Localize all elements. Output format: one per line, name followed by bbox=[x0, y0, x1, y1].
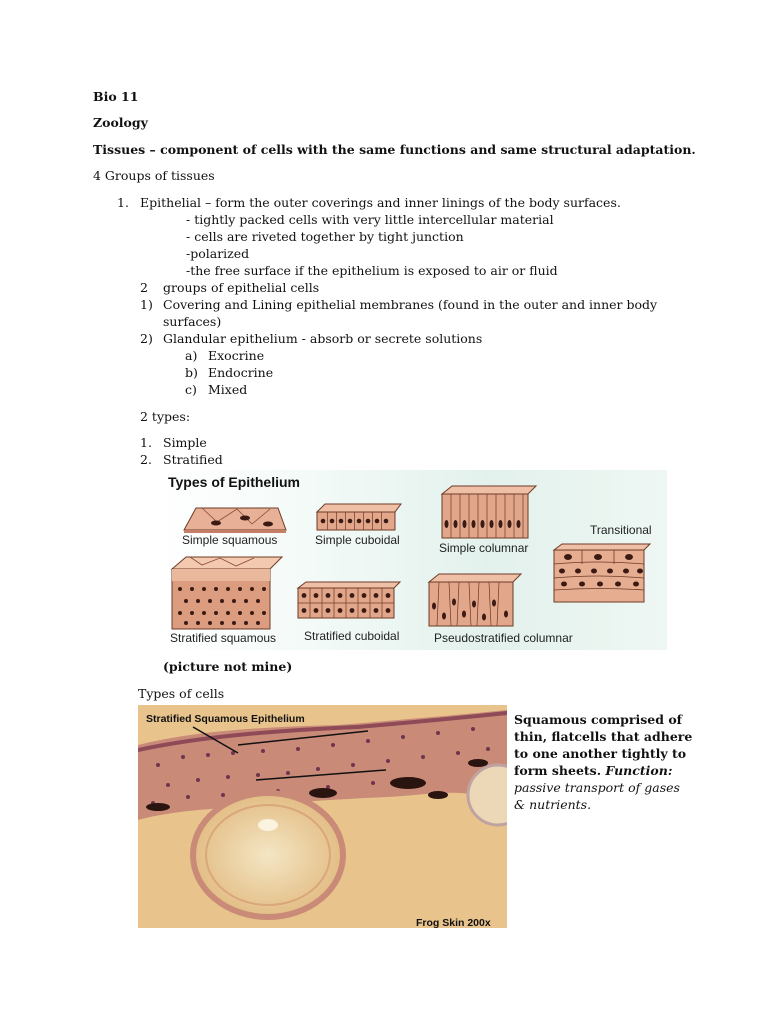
groups-heading: 4 Groups of tissues bbox=[93, 168, 215, 183]
epithelial-groups-heading: groups of epithelial cells bbox=[163, 280, 320, 295]
picture-note: (picture not mine) bbox=[163, 659, 293, 674]
feature-line: -the free surface if the epithelium is exposed to air or fluid bbox=[186, 263, 558, 278]
feature-line: - tightly packed cells with very little intercellular material bbox=[186, 212, 554, 227]
simple-squamous-illustration bbox=[182, 500, 288, 534]
list-number: 2) bbox=[140, 331, 153, 346]
squamous-line-plain: form sheets. bbox=[514, 763, 602, 778]
micrograph-illustration bbox=[138, 705, 507, 928]
squamous-line: Squamous comprised of bbox=[514, 712, 683, 727]
stratified-squamous-label: Stratified squamous bbox=[170, 631, 277, 645]
tissues-definition: Tissues – component of cells with the same functions and same structural adaptation. bbox=[93, 142, 696, 157]
simple-cuboidal-label: Simple cuboidal bbox=[315, 533, 400, 547]
epithelium-types-figure bbox=[160, 470, 667, 650]
micrograph-caption: Frog Skin 200x bbox=[416, 917, 491, 928]
squamous-description bbox=[514, 711, 704, 813]
list-number: 2 bbox=[140, 280, 148, 295]
frog-skin-micrograph bbox=[138, 705, 507, 928]
type-item: Simple bbox=[163, 435, 207, 450]
covering-lining-text: Covering and Lining epithelial membranes (found in the outer and inner body bbox=[163, 297, 658, 312]
list-marker: c) bbox=[185, 382, 197, 397]
figure-title: Types of Epithelium bbox=[168, 474, 300, 490]
squamous-line: thin, flatcells that adhere bbox=[514, 729, 693, 744]
micrograph-title: Stratified Squamous Epithelium bbox=[146, 713, 305, 725]
glandular-type: Endocrine bbox=[208, 365, 274, 380]
type-item: Stratified bbox=[163, 452, 223, 467]
course-title: Bio 11 bbox=[93, 89, 139, 104]
list-number: 1. bbox=[117, 195, 129, 210]
subject-title: Zoology bbox=[93, 115, 148, 130]
list-number: 2. bbox=[140, 452, 152, 467]
feature-line: -polarized bbox=[186, 246, 250, 261]
epithelial-definition: Epithelial – form the outer coverings and inner linings of the body surfaces. bbox=[140, 195, 621, 210]
transitional-label: Transitional bbox=[590, 523, 652, 537]
list-marker: a) bbox=[185, 348, 198, 363]
stratified-cuboidal-illustration bbox=[296, 580, 402, 620]
list-number: 1) bbox=[140, 297, 153, 312]
simple-squamous-label: Simple squamous bbox=[182, 533, 278, 547]
stratified-cuboidal-label: Stratified cuboidal bbox=[304, 629, 400, 643]
pseudostratified-illustration bbox=[427, 572, 523, 628]
stratified-squamous-illustration bbox=[170, 555, 284, 631]
transitional-illustration bbox=[552, 542, 652, 604]
glandular-type: Exocrine bbox=[208, 348, 265, 363]
types-of-cells-heading: Types of cells bbox=[138, 686, 225, 701]
squamous-line: to one another tightly to bbox=[514, 746, 687, 761]
two-types-heading: 2 types: bbox=[140, 409, 191, 424]
glandular-text: Glandular epithelium - absorb or secrete solutions bbox=[163, 331, 483, 346]
pseudostratified-label: Pseudostratified columnar bbox=[434, 631, 573, 645]
simple-cuboidal-illustration bbox=[315, 502, 403, 532]
function-text: passive transport of gases bbox=[514, 780, 680, 795]
covering-lining-text-cont: surfaces) bbox=[163, 314, 222, 329]
function-label: Function: bbox=[601, 763, 673, 778]
function-text: & nutrients. bbox=[514, 797, 592, 812]
squamous-line-function bbox=[514, 762, 704, 779]
glandular-type: Mixed bbox=[208, 382, 248, 397]
list-number: 1. bbox=[140, 435, 152, 450]
feature-line: - cells are riveted together by tight junction bbox=[186, 229, 464, 244]
list-marker: b) bbox=[185, 365, 198, 380]
simple-columnar-label: Simple columnar bbox=[439, 541, 529, 555]
simple-columnar-illustration bbox=[440, 484, 538, 540]
